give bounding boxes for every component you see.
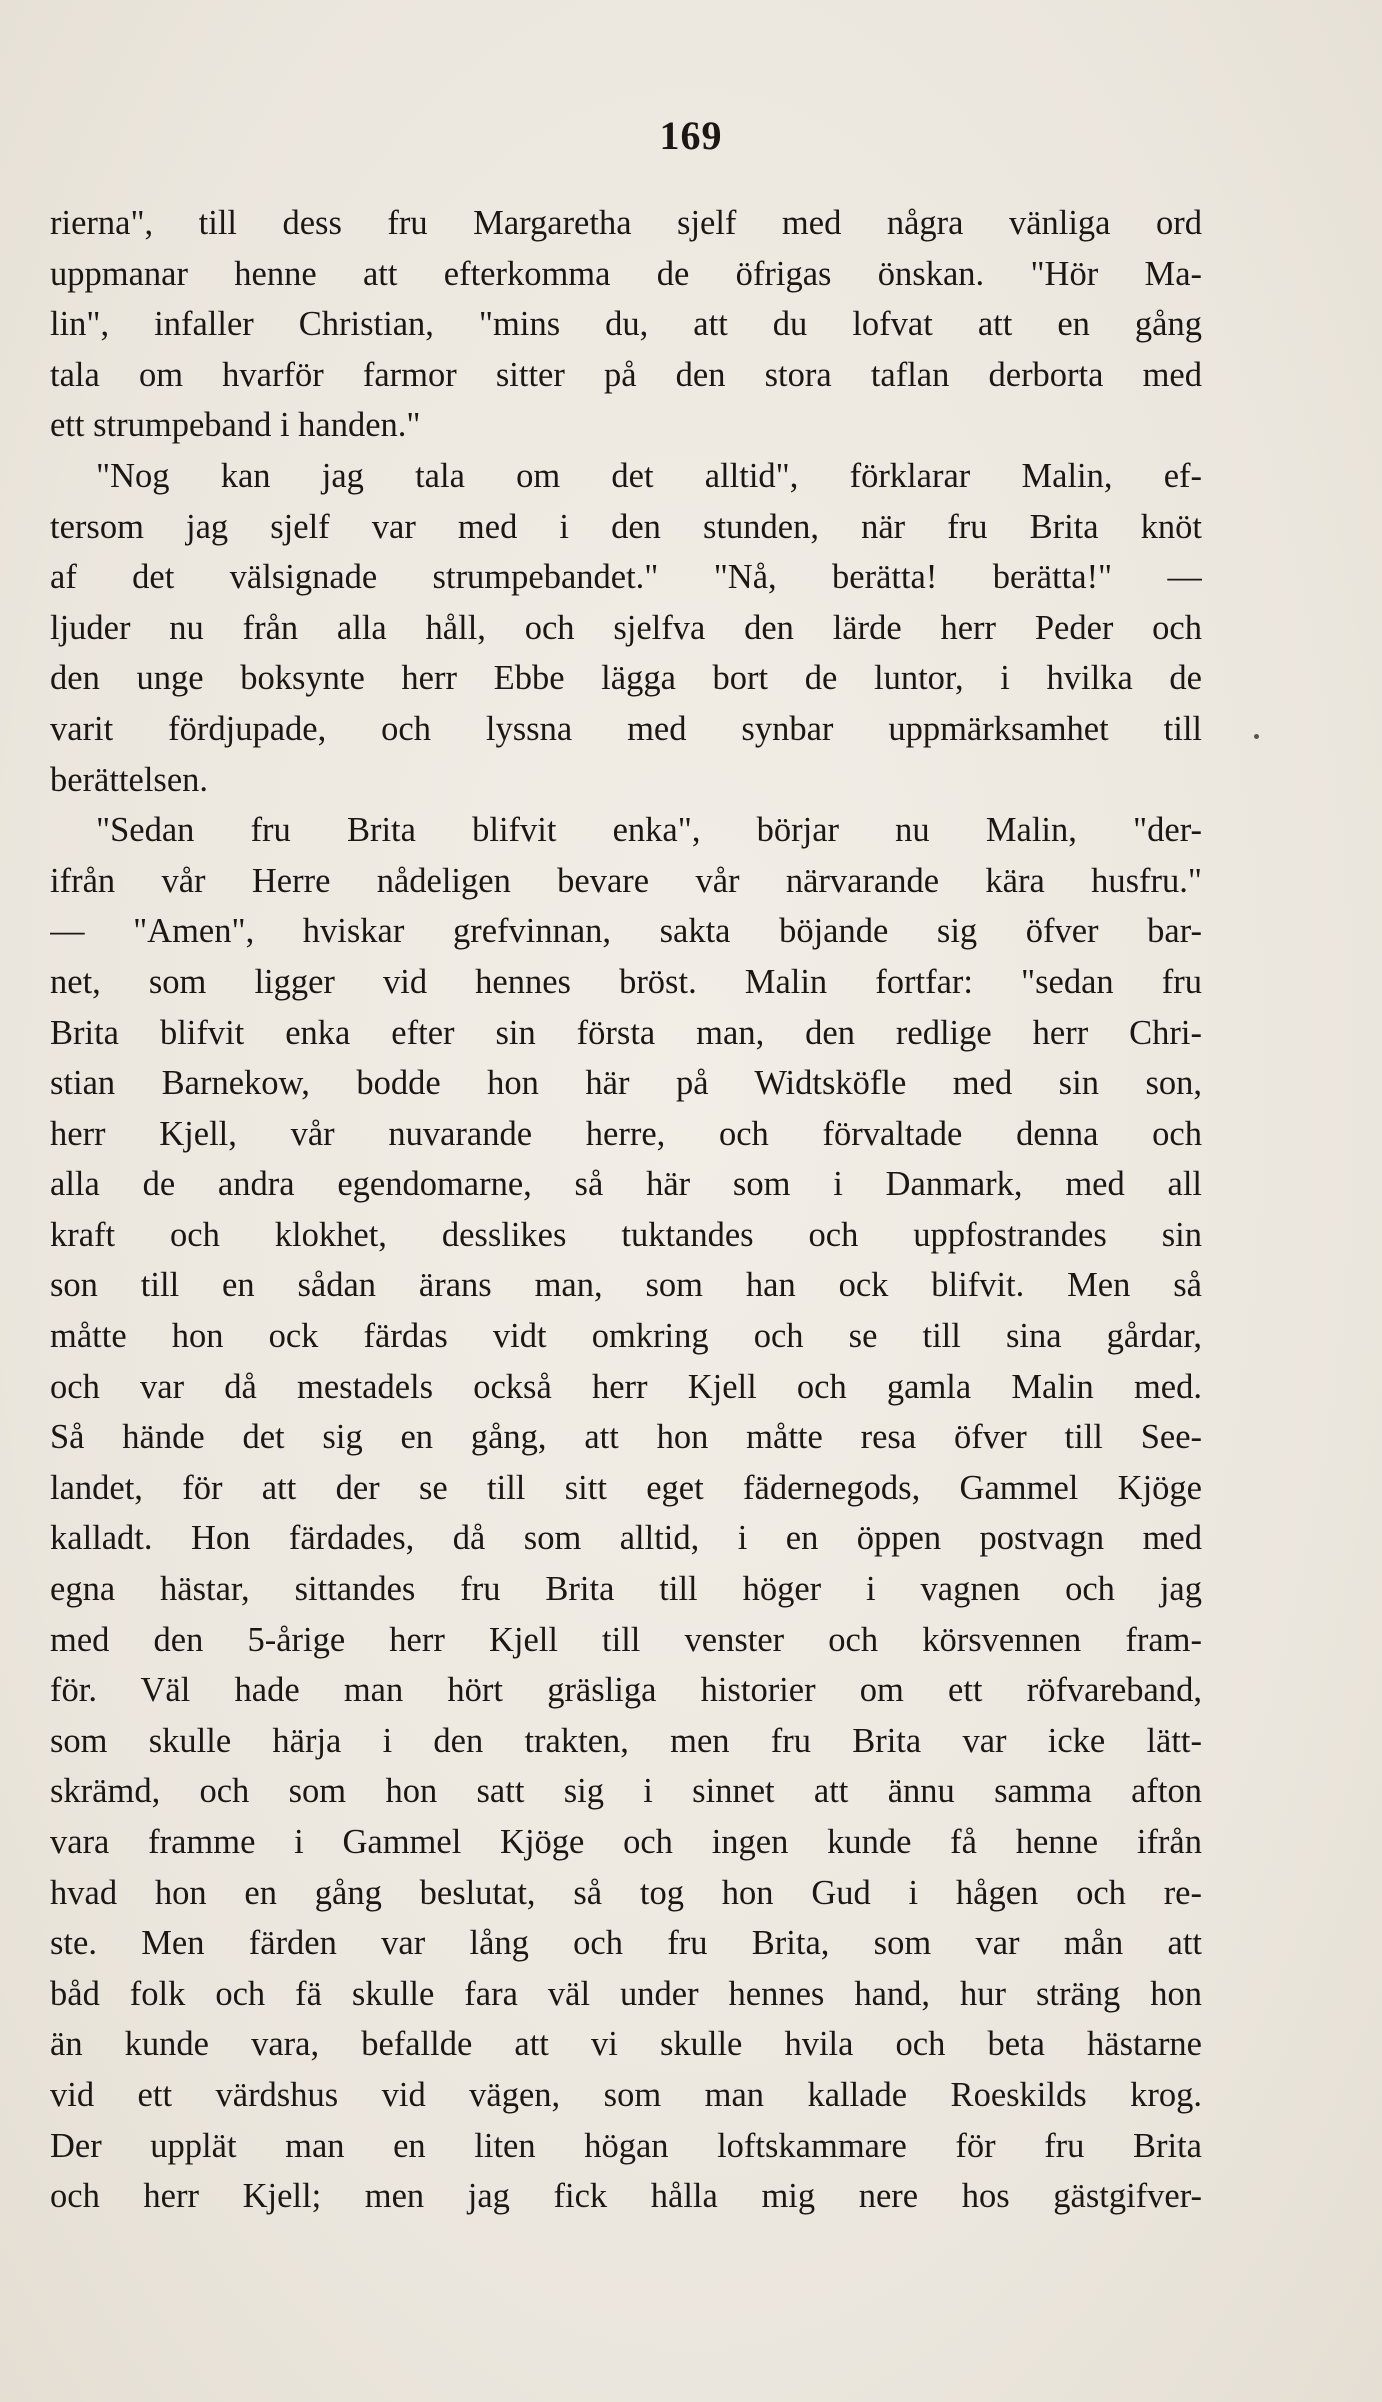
text-line: än kunde vara, befallde att vi skulle hvila och beta hästarne	[50, 2025, 1202, 2064]
text-line: med den 5-årige herr Kjell till venster och körsvennen fram-	[50, 1620, 1202, 1659]
text-line: varit fördjupade, och lyssna med synbar uppmärksamhet till	[50, 709, 1202, 748]
text-line: alla de andra egendomarne, så här som i Danmark, med all	[50, 1165, 1202, 1204]
text-line: af det välsignade strumpebandet." "Nå, berätta! berätta!" —	[50, 558, 1202, 597]
text-line: båd folk och fä skulle fara väl under hennes hand, hur sträng hon	[50, 1974, 1202, 2013]
text-line: skrämd, och som hon satt sig i sinnet att ännu samma afton	[50, 1772, 1202, 1811]
text-line: vid ett värdshus vid vägen, som man kallade Roeskilds krog.	[50, 2075, 1202, 2114]
text-line: son till en sådan ärans man, som han ock blifvit. Men så	[50, 1266, 1202, 1305]
text-line: uppmanar henne att efterkomma de öfrigas önskan. "Hör Ma-	[50, 254, 1202, 293]
text-line: Der upplät man en liten högan loftskammare för fru Brita	[50, 2126, 1202, 2165]
text-line: och var då mestadels också herr Kjell och gamla Malin med.	[50, 1367, 1202, 1406]
text-line: herr Kjell, vår nuvarande herre, och förvaltade denna och	[50, 1114, 1202, 1153]
text-line: tersom jag sjelf var med i den stunden, när fru Brita knöt	[50, 507, 1202, 546]
text-line: som skulle härja i den trakten, men fru Brita var icke lätt-	[50, 1721, 1202, 1760]
text-line: och herr Kjell; men jag fick hålla mig nere hos gästgifver-	[50, 2177, 1202, 2216]
text-line: ett strumpeband i handen."	[50, 406, 421, 445]
body-text	[50, 198, 1202, 2222]
text-line: "Nog kan jag tala om det alltid", förklarar Malin, ef-	[96, 456, 1202, 495]
text-line: ste. Men färden var lång och fru Brita, som var mån att	[50, 1924, 1202, 1963]
text-line: för. Väl hade man hört gräsliga historier om ett röfvareband,	[50, 1671, 1202, 1710]
text-line: net, som ligger vid hennes bröst. Malin fortfar: "sedan fru	[50, 962, 1202, 1001]
text-line: ifrån vår Herre nådeligen bevare vår närvarande kära husfru."	[50, 861, 1202, 900]
text-line: egna hästar, sittandes fru Brita till höger i vagnen och jag	[50, 1570, 1202, 1609]
text-line: — "Amen", hviskar grefvinnan, sakta böjande sig öfver bar-	[50, 912, 1202, 951]
text-line: vara framme i Gammel Kjöge och ingen kunde få henne ifrån	[50, 1823, 1202, 1861]
text-line: berättelsen.	[50, 760, 209, 799]
text-line: Så hände det sig en gång, att hon måtte resa öfver till See-	[50, 1418, 1202, 1457]
text-line: måtte hon ock färdas vidt omkring och se till sina gårdar,	[50, 1317, 1202, 1356]
text-line: tala om hvarför farmor sitter på den stora taflan derborta med	[50, 355, 1202, 394]
page-number: 169	[659, 113, 723, 158]
text-line: Brita blifvit enka efter sin första man, den redlige herr Chri-	[50, 1013, 1202, 1052]
text-line: ljuder nu från alla håll, och sjelfva den lärde herr Peder och	[50, 608, 1202, 647]
text-line: lin", infaller Christian, "mins du, att du lofvat att en gång	[50, 305, 1202, 344]
text-line: rierna", till dess fru Margaretha sjelf med några vänliga ord	[50, 204, 1202, 242]
text-line: den unge boksynte herr Ebbe lägga bort de luntor, i hvilka de	[50, 659, 1202, 698]
text-line: "Sedan fru Brita blifvit enka", börjar nu Malin, "der-	[96, 811, 1202, 850]
text-line: kalladt. Hon färdades, då som alltid, i en öppen postvagn med	[50, 1519, 1202, 1558]
text-line: stian Barnekow, bodde hon här på Widtsköfle med sin son,	[50, 1064, 1202, 1103]
ink-speck	[1254, 734, 1259, 739]
text-line: kraft och klokhet, desslikes tuktandes och uppfostrandes sin	[50, 1215, 1202, 1254]
text-line: landet, för att der se till sitt eget fädernegods, Gammel Kjöge	[50, 1468, 1202, 1507]
text-line: hvad hon en gång beslutat, så tog hon Gud i hågen och re-	[50, 1873, 1202, 1912]
